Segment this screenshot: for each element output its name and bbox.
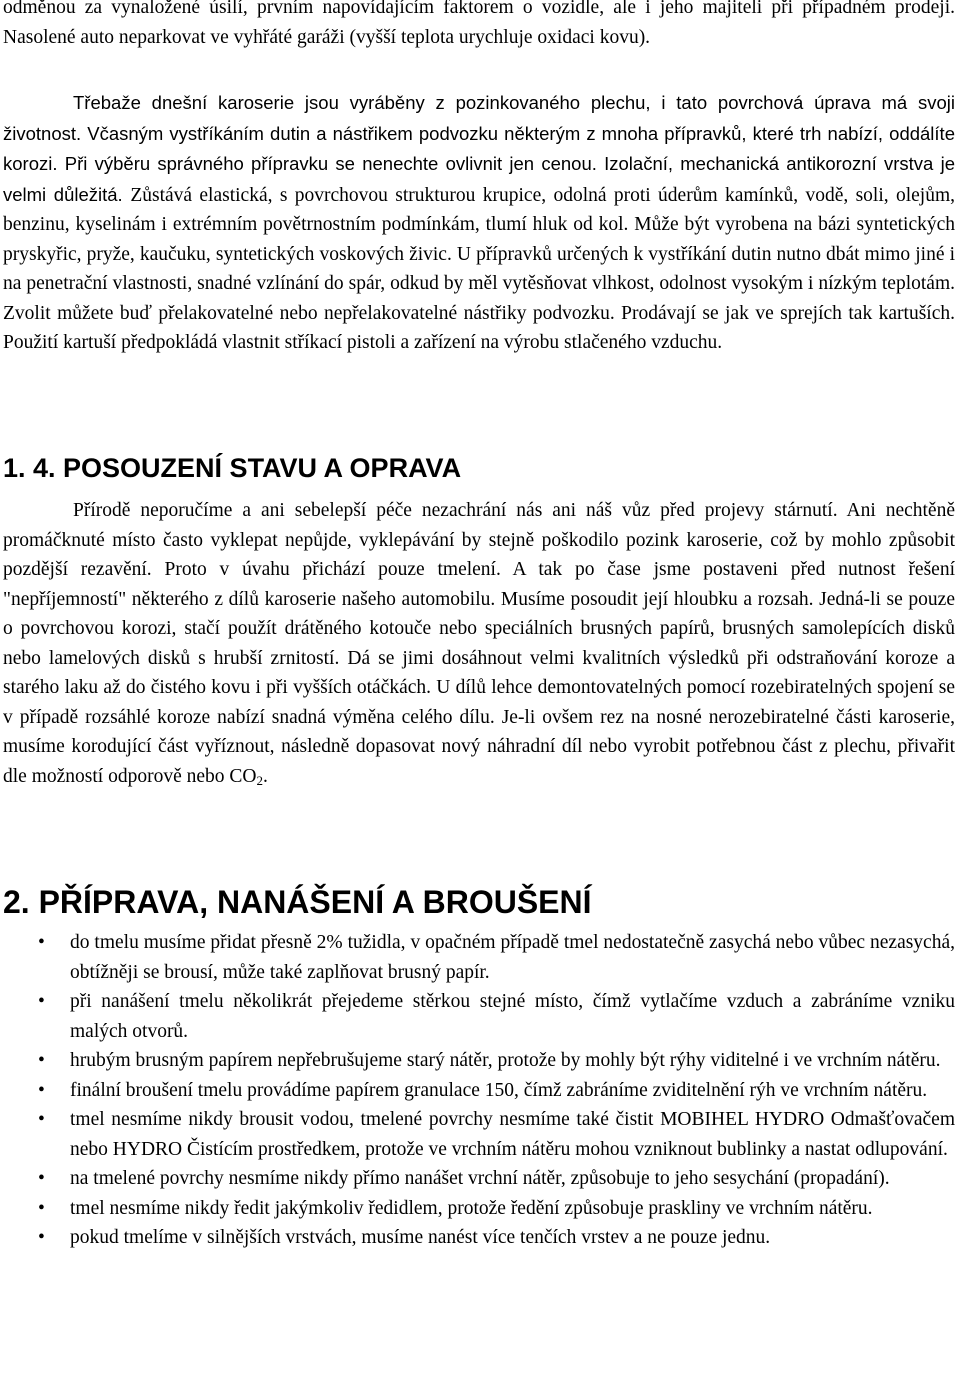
bullet-icon: • xyxy=(38,1168,45,1189)
bullet-icon: • xyxy=(38,1197,45,1219)
list-item-text: hrubým brusným papírem nepřebrušujeme starý nátěr, protože by mohly být rýhy viditelné i ve vrchním nátěru. xyxy=(70,1050,941,1071)
section-heading-assessment: 1. 4. POSOUZENÍ STAVU A OPRAVA xyxy=(3,453,462,483)
paragraph-intro-text: odměnou za vynaložené úsilí, prvním napovídajícím faktorem o vozidle, ale i jeho majiteli při případném prodeji. Nasolené auto neparkovat ve vyhřáté garáži (vyšší teplota urychluje oxidaci kovu). xyxy=(3,0,955,48)
bullet-icon: • xyxy=(38,1227,45,1248)
bullet-icon: • xyxy=(38,1050,45,1071)
text-run: Zůstává elastická, s povrchovou strukturou krupice, odolná proti úderům kamínků, vodě, soli, olejům, benzinu, kyselinám i extrémním povětrnostním podmínkám, tlumí hluk od kol. Může být vyrobena na bázi syntetických pryskyřic, pryže, kaučuku, syntetických voskových živic. U přípravků určených k vystříkání dutin nutno dbát mimo jiné i na penetrační vlastnosti, snadné vzlínání do spár, odkud by měl vytěsňovat vlhkost, odolnost vysokým i nízkým teplotám. Zvolit můžete buď přelakovatelné nebo nepřelakovatelné nástřiky podvozku. Prodávají se jak ve sprejích tak kartuších. Použití kartuší předpokládá vlastnit stříkací pistoli a zařízení na výrobu stlačeného vzduchu. xyxy=(3,184,955,353)
bullet-list xyxy=(0,928,955,1253)
list-item-text: do tmelu musíme přidat přesně 2% tužidla, v opačném případě tmel nedostatečně zasychá nebo vůbec nezasychá, obtížněji se brousí, může také zaplňovat brusný papír. xyxy=(70,932,955,983)
list-item xyxy=(0,1046,955,1076)
list-item-text: finální broušení tmelu provádíme papírem granulace 150, čímž zabráníme zviditelnění rýh ve vrchním nátěru. xyxy=(70,1079,928,1101)
text-run: Třebaže dnešní karoserie jsou vyráběny z pozinkovaného plechu, i tato povrchová úprava má svoji životnost. xyxy=(3,92,955,144)
list-item-text: tmel nesmíme nikdy ředit jakýmkoliv ředidlem, protože ředění způsobuje praskliny ve vrchním nátěru. xyxy=(70,1197,873,1219)
subscript: 2 xyxy=(256,772,263,788)
text-run: Přírodě neporučíme a ani sebelepší péče nezachrání nás ani náš vůz před projevy stárnutí. Ani nechtěně promáčknuté místo často vyklepat nepůjde, vyklepávání by stejně poškodilo pozink karoserie, což by mohlo způsobit pozdější rezavění. Proto v úvahu přichází pouze tmelení. A tak po čase jsme postaveni před nutnost řešení "nepříjemností" některého z dílů karoserie našeho automobilu. Musíme posoudit její hloubku a rozsah. Jedná-li se pouze o povrchovou korozi, stačí použít drátěného kotouče nebo speciálních brusných papírů, brusných samolepících disků nebo lamelových disků s hrubší zrnitostí. Dá se jimi dosáhnout velmi kvalitních výsledků při odstraňování koroze a starého laku až do čistého kovu i při vyšších otáčkách. U dílů lehce demontovatelných pomocí rozebiratelných spojení se v případě rozsáhlé koroze nabízí snadná výměna celého dílu. Je-li ovšem rez na nosné nerozebiratelné části karoserie, musíme korodující část vyříznout, následně dopasovat nový náhradní díl nebo vyrobit potřebnou část z plechu, přivařit dle možností odporově nebo CO xyxy=(3,500,955,787)
list-item xyxy=(0,1076,955,1106)
list-item xyxy=(0,1105,955,1164)
text-run: . xyxy=(262,765,268,787)
list-item xyxy=(0,1194,955,1224)
bullet-icon: • xyxy=(38,991,45,1012)
list-item-text: při nanášení tmelu několikrát přejedeme stěrkou stejné místo, čímž vytlačíme vzduch a zabráníme vzniku malých otvorů. xyxy=(70,991,955,1042)
paragraph-undercoating xyxy=(3,88,955,358)
text-run: Při výběru správného přípravku se nenechte ovlivnit jen cenou. Izolační, mechanická antikorozní vrstva je velmi důležitá. xyxy=(3,153,955,205)
paragraph-intro xyxy=(3,0,955,52)
section-heading-preparation: 2. PŘÍPRAVA, NANÁŠENÍ A BROUŠENÍ xyxy=(3,884,592,920)
list-item-text: na tmelené povrchy nesmíme nikdy přímo nanášet vrchní nátěr, způsobuje to jeho sesychání (propadání). xyxy=(70,1168,890,1189)
bullet-icon: • xyxy=(38,932,45,953)
bullet-icon: • xyxy=(38,1109,45,1130)
list-item xyxy=(0,987,955,1046)
list-item xyxy=(0,928,955,987)
list-item xyxy=(0,1223,955,1253)
list-item-text: pokud tmelíme v silnějších vrstvách, musíme nanést více tenčích vrstev a ne pouze jednu. xyxy=(70,1227,771,1248)
paragraph-assessment xyxy=(3,496,955,795)
text-run: Včasným vystříkáním dutin a nástřikem podvozku některým z mnoha přípravků, které trh nabízí, oddálíte korozi. xyxy=(3,122,955,174)
bullet-icon: • xyxy=(38,1079,45,1101)
list-item-text: tmel nesmíme nikdy brousit vodou, tmelené povrchy nesmíme také čistit MOBIHEL HYDRO Odmašťovačem nebo HYDRO Čistícím prostředkem, protože ve vrchním nátěru mohou vzniknout bublinky a nastat odlupování. xyxy=(70,1109,955,1160)
list-item xyxy=(0,1164,955,1194)
